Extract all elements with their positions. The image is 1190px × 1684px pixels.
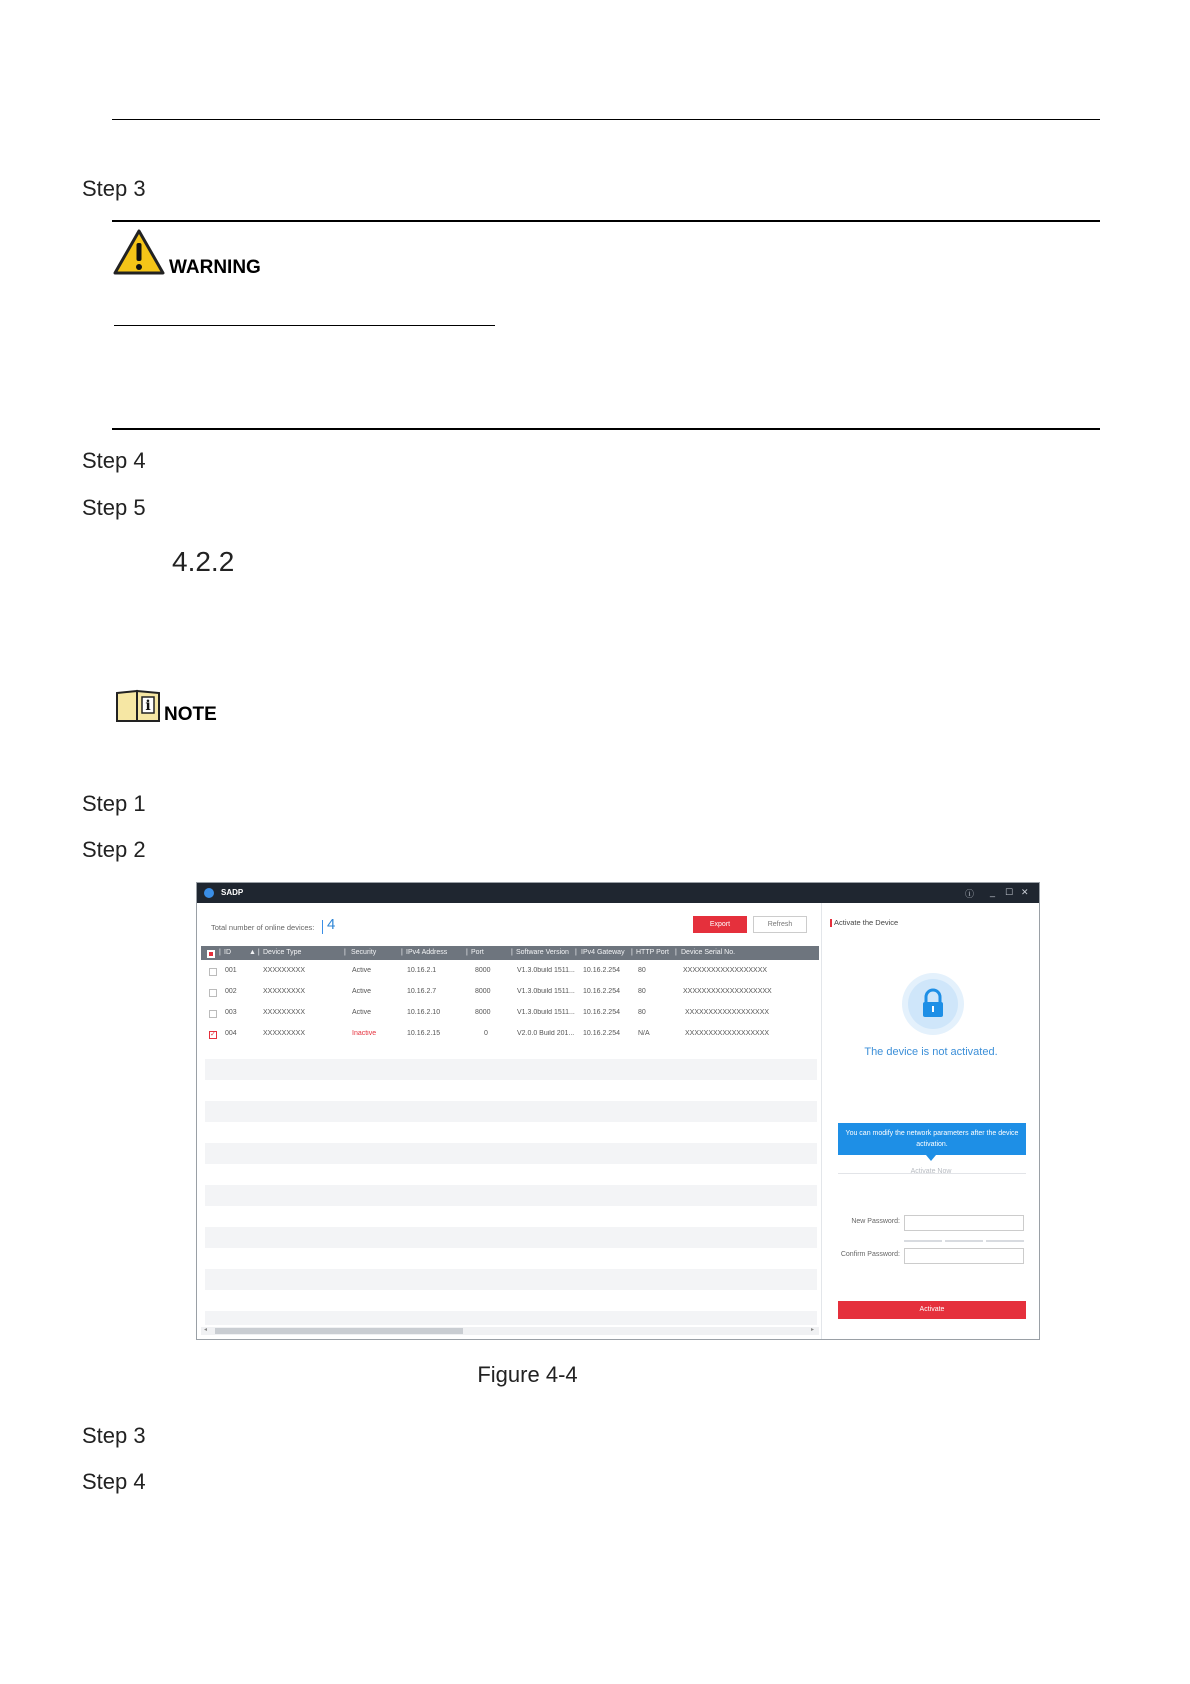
- cell-software-version: V1.3.0build 1511...: [517, 967, 575, 974]
- activation-panel-title: Activate the Device: [834, 918, 899, 927]
- warning-bottom-rule: [112, 428, 1100, 430]
- cell-http-port: 80: [638, 967, 646, 974]
- column-device-type[interactable]: Device Type: [263, 949, 302, 956]
- empty-row: [205, 1227, 817, 1248]
- lock-icon: [902, 973, 964, 1035]
- top-rule: [112, 119, 1100, 120]
- modify-params-tooltip: You can modify the network parameters after the device activation.: [838, 1123, 1026, 1155]
- column-security[interactable]: Security: [351, 949, 377, 956]
- column-id[interactable]: ID: [224, 949, 231, 956]
- step-label: Step 3: [82, 1423, 146, 1448]
- empty-row: [205, 1143, 817, 1164]
- password-strength-bar: [986, 1240, 1024, 1242]
- row-checkbox[interactable]: [209, 968, 217, 976]
- section-number: 4.2.2: [172, 546, 235, 577]
- minimize-icon[interactable]: _: [990, 887, 996, 897]
- cell-port: 8000: [475, 967, 491, 974]
- warning-top-rule: [112, 220, 1100, 222]
- row-checkbox[interactable]: [209, 989, 217, 997]
- empty-row: [205, 1269, 817, 1290]
- scroll-left-icon[interactable]: ◂: [204, 1327, 208, 1333]
- confirm-password-label: Confirm Password:: [840, 1251, 900, 1258]
- cell-http-port: 80: [638, 1009, 646, 1016]
- cell-device-type: XXXXXXXXX: [263, 967, 306, 974]
- cell-id: 004: [225, 1030, 237, 1037]
- sadp-window: [196, 882, 1040, 1340]
- cell-serial: XXXXXXXXXXXXXXXXXX: [683, 967, 768, 974]
- scrollbar-thumb[interactable]: [215, 1328, 463, 1334]
- cell-http-port: 80: [638, 988, 646, 995]
- not-activated-message: The device is not activated.: [864, 1046, 998, 1058]
- row-checkbox[interactable]: [209, 1010, 217, 1018]
- new-password-label: New Password:: [851, 1218, 900, 1225]
- confirm-password-input[interactable]: [904, 1248, 1024, 1264]
- cell-gateway: 10.16.2.254: [583, 1030, 620, 1037]
- table-row[interactable]: [201, 1003, 819, 1024]
- title-bar: [197, 883, 1039, 903]
- cell-ipv4: 10.16.2.7: [407, 988, 437, 995]
- cell-device-type: XXXXXXXXX: [263, 988, 306, 995]
- warning-underline: [114, 325, 495, 326]
- cell-security: Active: [352, 988, 372, 995]
- step-label: Step 5: [82, 495, 146, 520]
- step-label: Step 4: [82, 448, 146, 473]
- row-checkbox[interactable]: ✓: [210, 1031, 216, 1038]
- select-all-checkbox[interactable]: [207, 950, 215, 958]
- svg-text:i: i: [145, 698, 151, 714]
- step-label: Step 4: [82, 1469, 146, 1494]
- app-logo-icon: [204, 888, 214, 898]
- total-devices-count: 4: [327, 916, 336, 933]
- cell-software-version: V2.0.0 Build 201...: [517, 1030, 575, 1037]
- app-title: SADP: [221, 888, 244, 897]
- table-row[interactable]: [201, 1024, 819, 1045]
- cell-ipv4: 10.16.2.10: [407, 1009, 441, 1016]
- activate-button[interactable]: Activate: [838, 1301, 1026, 1319]
- step-label: Step 3: [82, 176, 146, 201]
- activate-now-link[interactable]: Activate Now: [910, 1168, 952, 1175]
- cell-id: 001: [225, 967, 237, 974]
- cell-gateway: 10.16.2.254: [583, 1009, 620, 1016]
- cell-ipv4: 10.16.2.1: [407, 967, 437, 974]
- cell-id: 003: [225, 1009, 237, 1016]
- cell-ipv4: 10.16.2.15: [407, 1030, 441, 1037]
- export-button[interactable]: Export: [693, 916, 747, 933]
- cell-port: 0: [484, 1030, 488, 1037]
- total-devices-label: Total number of online devices:: [211, 923, 315, 932]
- scroll-right-icon[interactable]: ▸: [811, 1327, 815, 1333]
- column-software-version[interactable]: Software Version: [516, 949, 569, 956]
- cell-port: 8000: [475, 988, 491, 995]
- column-port[interactable]: Port: [471, 949, 484, 956]
- cell-device-type: XXXXXXXXX: [263, 1009, 306, 1016]
- password-strength-bar: [904, 1240, 942, 1242]
- table-row[interactable]: [201, 961, 819, 982]
- cell-gateway: 10.16.2.254: [583, 967, 620, 974]
- empty-row: [205, 1059, 817, 1080]
- warning-label: WARNING: [169, 257, 261, 278]
- cell-security: Active: [352, 1009, 372, 1016]
- cell-software-version: V1.3.0build 1511...: [517, 1009, 575, 1016]
- figure-caption: Figure 4-4: [477, 1362, 578, 1387]
- cell-security: Inactive: [352, 1030, 377, 1037]
- info-icon[interactable]: ⓘ: [965, 889, 975, 899]
- column-ipv4[interactable]: IPv4 Address: [406, 949, 448, 956]
- empty-row: [205, 1185, 817, 1206]
- divider: [322, 920, 323, 934]
- activation-panel: [821, 903, 1040, 1339]
- password-strength-bar: [945, 1240, 983, 1242]
- cell-serial: XXXXXXXXXXXXXXXXXXX: [683, 988, 772, 995]
- cell-http-port: N/A: [638, 1030, 650, 1037]
- refresh-button[interactable]: Refresh: [753, 916, 807, 933]
- cell-device-type: XXXXXXXXX: [263, 1030, 306, 1037]
- column-http-port[interactable]: HTTP Port: [636, 949, 669, 956]
- table-header: | ID ▲ | Device Type | Security | IPv4 Address | Port | Software Version | IPv4 Gateway | HTTP Port | Device Serial No.: [201, 946, 819, 960]
- cell-security: Active: [352, 967, 372, 974]
- cell-gateway: 10.16.2.254: [583, 988, 620, 995]
- close-icon[interactable]: ✕: [1021, 887, 1029, 897]
- note-book-icon: [115, 689, 161, 723]
- new-password-input[interactable]: [904, 1215, 1024, 1231]
- device-list-panel: [197, 903, 819, 1339]
- step-label: Step 1: [82, 791, 146, 816]
- lock-badge: [902, 973, 964, 1035]
- empty-row: [205, 1101, 817, 1122]
- empty-row: [205, 1311, 817, 1325]
- column-serial[interactable]: Device Serial No.: [681, 949, 736, 956]
- cell-software-version: V1.3.0build 1511...: [517, 988, 575, 995]
- tooltip-arrow: [926, 1155, 936, 1161]
- note-label: NOTE: [164, 704, 217, 725]
- maximize-icon[interactable]: ☐: [1005, 887, 1014, 897]
- step-label: Step 2: [82, 837, 146, 862]
- table-row[interactable]: [201, 982, 819, 1003]
- cell-serial: XXXXXXXXXXXXXXXXXX: [685, 1009, 770, 1016]
- horizontal-scrollbar[interactable]: [201, 1327, 819, 1335]
- cell-id: 002: [225, 988, 237, 995]
- column-gateway[interactable]: IPv4 Gateway: [581, 949, 625, 956]
- warning-icon: [113, 228, 165, 276]
- cell-port: 8000: [475, 1009, 491, 1016]
- cell-serial: XXXXXXXXXXXXXXXXXX: [685, 1030, 770, 1037]
